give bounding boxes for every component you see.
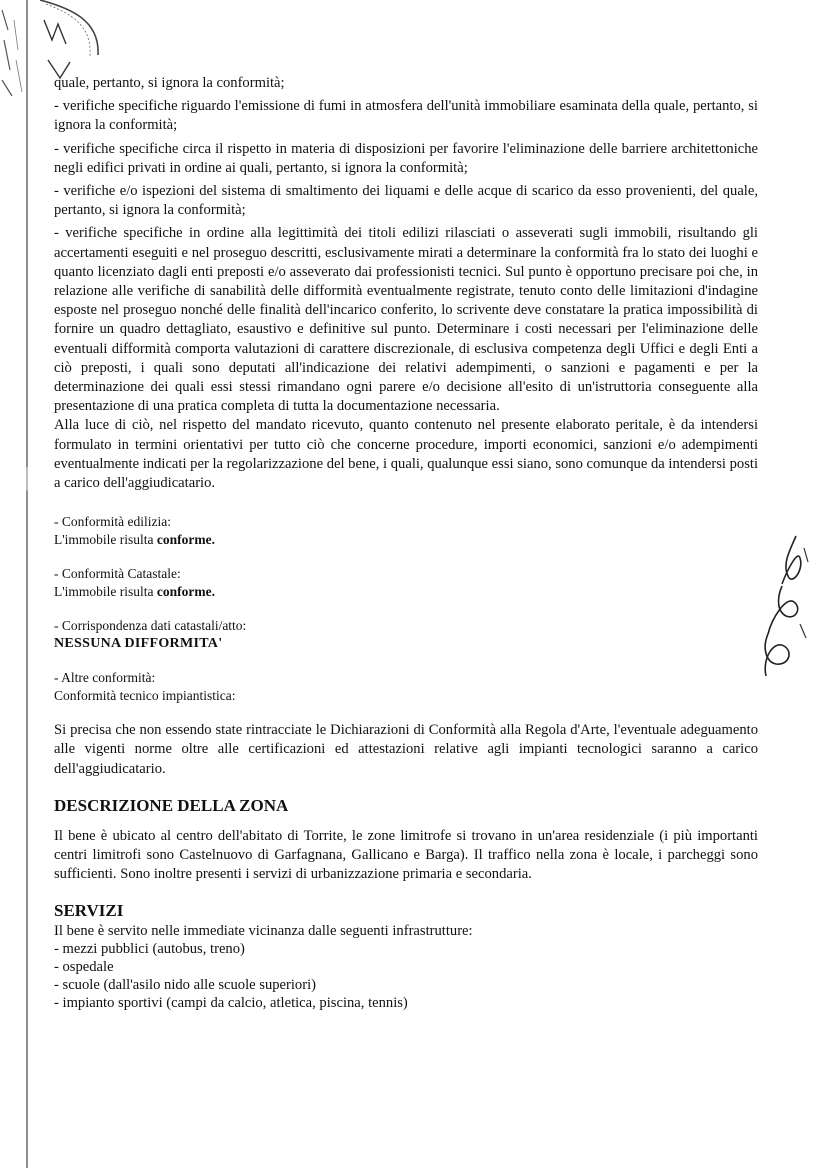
conformita-edilizia-label: - Conformità edilizia: <box>54 514 171 530</box>
paragraph: - verifiche e/o ispezioni del sistema di smaltimento dei liquami e delle acque di scarico da esso provenienti, del quale, pertanto, si ignora la conformità; <box>54 183 758 219</box>
list-item: - ospedale <box>54 959 114 976</box>
conformita-catastale-prefix: L'immobile risulta <box>54 584 157 600</box>
corrispondenza-value: NESSUNA DIFFORMITA' <box>54 636 223 652</box>
section-heading-zona: DESCRIZIONE DELLA ZONA <box>54 795 289 815</box>
conformita-edilizia-prefix: L'immobile risulta <box>54 532 157 548</box>
altre-conformita-sub: Conformità tecnico impiantistica: <box>54 688 236 704</box>
zona-text: Il bene è ubicato al centro dell'abitato di Torrite, le zone limitrofe si trovano in un'area residenziale (i più importanti centri limitrofi sono Castelnuovo di Garfagnana, Gallicano e Barga). Il traffico nella zona è locale, i parcheggi sono sufficienti. Sono inoltre presenti i servizi di urbanizzazione primaria e secondaria. <box>54 827 758 883</box>
paragraph: quale, pertanto, si ignora la conformità; <box>54 75 285 91</box>
list-item: - impianto sportivi (campi da calcio, atletica, piscina, tennis) <box>54 995 408 1012</box>
servizi-intro: Il bene è servito nelle immediate vicinanza dalle seguenti infrastrutture: <box>54 923 473 940</box>
paragraph: - verifiche specifiche riguardo l'emissione di fumi in atmosfera dell'unità immobiliare esaminata della quale, pertanto, si ignora la conformità; <box>54 98 758 134</box>
servizi-list <box>54 922 758 1012</box>
list-item: - mezzi pubblici (autobus, treno) <box>54 941 245 958</box>
document-body <box>54 74 758 1012</box>
conformita-catastale-label: - Conformità Catastale: <box>54 566 181 582</box>
paragraph: Alla luce di ciò, nel rispetto del mandato ricevuto, quanto contenuto nel presente elaborato peritale, è da intendersi formulato in termini orientativi per tutto ciò che concerne procedure, importi economici, sanzioni e/o adempimenti eventualmente indicati per la regolarizzazione del bene, i quali, qualunque essi siano, sono comunque da intendersi posti a carico dell'aggiudicatario. <box>54 417 758 492</box>
corrispondenza-dati <box>54 617 758 653</box>
conformita-catastale-text <box>54 583 758 601</box>
corrispondenza-label: - Corrispondenza dati catastali/atto: <box>54 618 247 634</box>
list-item: - scuole (dall'asilo nido alle scuole superiori) <box>54 977 316 994</box>
conformita-edilizia-value: conforme. <box>156 532 216 548</box>
altre-conformita <box>54 669 758 705</box>
paragraph: - verifiche specifiche in ordine alla legittimità dei titoli edilizi rilasciati o asseverati sugli immobili, risultando gli accertamenti eseguiti e nel proseguo descritti, esclusivamente mirati a determinare la conformità fra lo stato dei luoghi e quanto licenziato dagli enti preposti e/o asseverato dai professionisti tecnici. Sul punto è opportuno precisare poi che, in relazione alle verifiche di sanabilità delle difformità eventualmente registrate, tenuto conto delle limitazioni d'indagine esposte nel proseguo nonché delle finalità dell'incarico conferito, lo scrivente deve constatare la pratica impossibilità di fornire un quadro dettagliato, esaustivo e definitive sul punto. Determinare i costi necessari per l'eliminazione delle eventuali difformità comporta valutazioni di carattere discrezionale, di esclusiva competenza degli Uffici e degli Enti a ciò preposti, i quali sono deputati all'indicazione dei relativi adempimenti, o sanzioni e pagamenti e per la determinazione dei quali essi stessi rimandano ogni parere e/o decisione all'esito di un'istruttoria conseguente alla presentazione di una pratica completa di tutta la documentazione necessaria. <box>54 225 758 415</box>
conformita-catastale <box>54 565 758 601</box>
altre-conformita-label: - Altre conformità: <box>54 670 156 686</box>
conformita-edilizia <box>54 513 758 549</box>
paragraph: - verifiche specifiche circa il rispetto in materia di disposizioni per favorire l'eliminazione delle barriere architettoniche negli edifici privati in ordine ai quali, pertanto, si ignora la conformità; <box>54 140 758 176</box>
section-heading-servizi: SERVIZI <box>54 901 124 921</box>
scan-margin-line <box>26 0 28 1168</box>
altre-conformita-text: Si precisa che non essendo state rintracciate le Dichiarazioni di Conformità alla Regola d'Arte, l'eventuale adeguamento alle vigenti norme oltre alle certificazioni ed attestazioni relative agli impianti tecnologici saranno a carico dell'aggiudicatario. <box>54 722 758 777</box>
conformita-edilizia-text <box>54 531 758 549</box>
signature-graphic <box>752 530 812 680</box>
conformita-catastale-value: conforme. <box>156 584 216 600</box>
